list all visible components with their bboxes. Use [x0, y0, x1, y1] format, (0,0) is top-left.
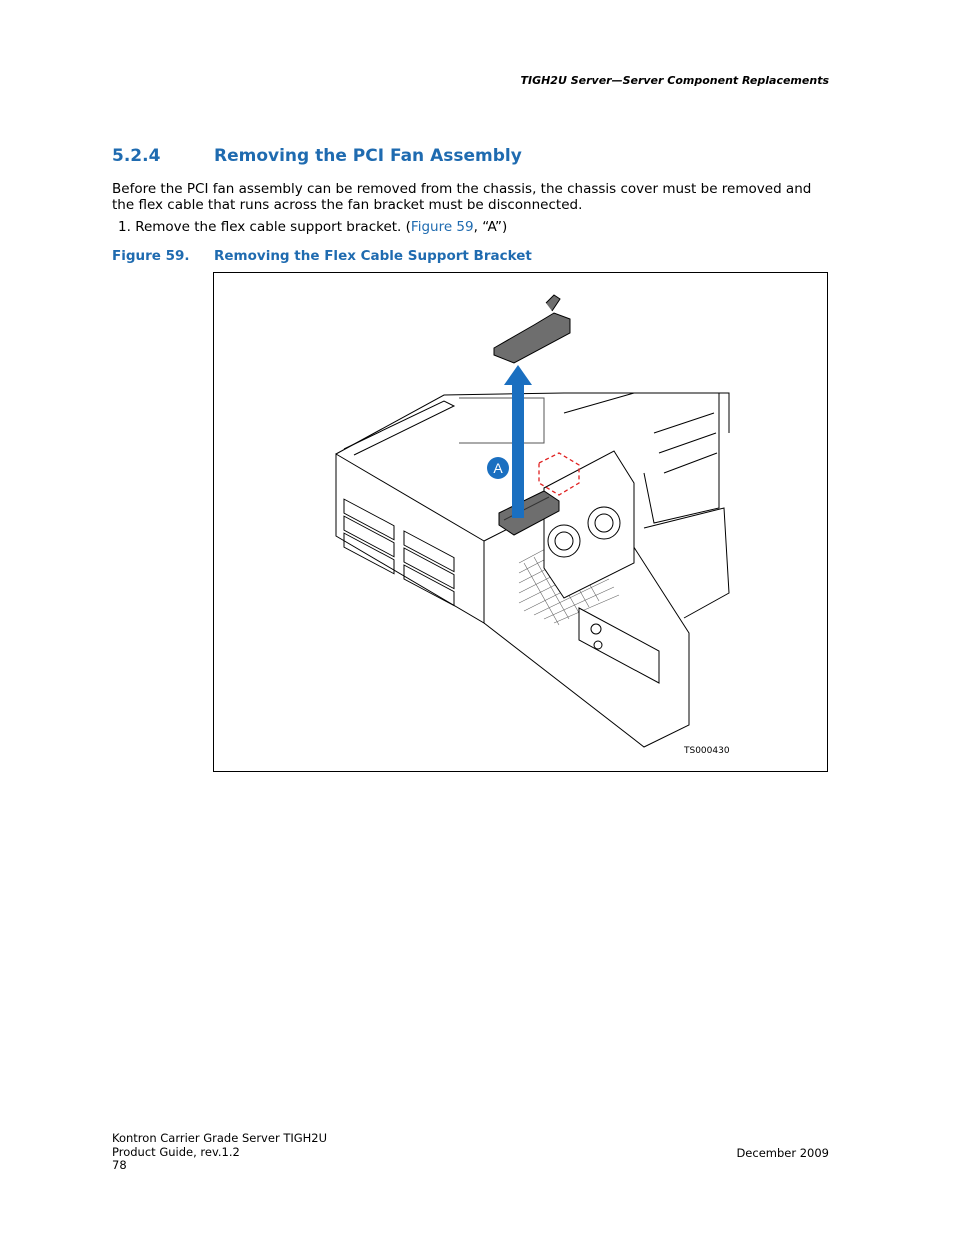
footer-left [112, 1132, 327, 1173]
callout-a-label: A [493, 460, 503, 476]
figure-number: Figure 59. [112, 248, 190, 264]
running-header: TIGH2U Server—Server Component Replacements [520, 74, 829, 87]
chassis-left-rail [344, 401, 454, 455]
figure-frame [213, 272, 828, 772]
section-number: 5.2.4 [112, 146, 161, 166]
chassis-front-face [336, 454, 484, 623]
server-illustration [214, 273, 827, 771]
rear-component [644, 508, 729, 618]
step-text-after: , “A”) [473, 219, 508, 235]
footer-guide: Product Guide, rev.1.2 [112, 1144, 240, 1159]
footer-date: December 2009 [736, 1146, 829, 1160]
intro-paragraph: Before the PCI fan assembly can be removed from the chassis, the chassis cover must be removed and the flex cable that runs across the fan bracket must be disconnected. [112, 181, 812, 213]
chassis-top-edge [336, 393, 729, 454]
figure-caption [112, 248, 532, 264]
section-title: Removing the PCI Fan Assembly [214, 146, 522, 166]
pci-slot-area [459, 398, 544, 443]
page-number: 78 [112, 1158, 127, 1172]
figure-title: Removing the Flex Cable Support Bracket [214, 248, 532, 264]
step-text-before: Remove the flex cable support bracket. ( [135, 219, 411, 235]
front-panel [579, 608, 659, 683]
figure-link[interactable]: Figure 59 [410, 219, 474, 235]
section-heading [112, 146, 522, 166]
bracket-removed [494, 313, 570, 363]
footer-product: Kontron Carrier Grade Server TIGH2U [112, 1131, 328, 1145]
step-number: 1. [118, 219, 131, 235]
fan-housing [544, 451, 634, 598]
lift-arrow [504, 365, 532, 518]
figure-image-id: TS000430 [684, 746, 730, 756]
step-1 [118, 219, 507, 235]
